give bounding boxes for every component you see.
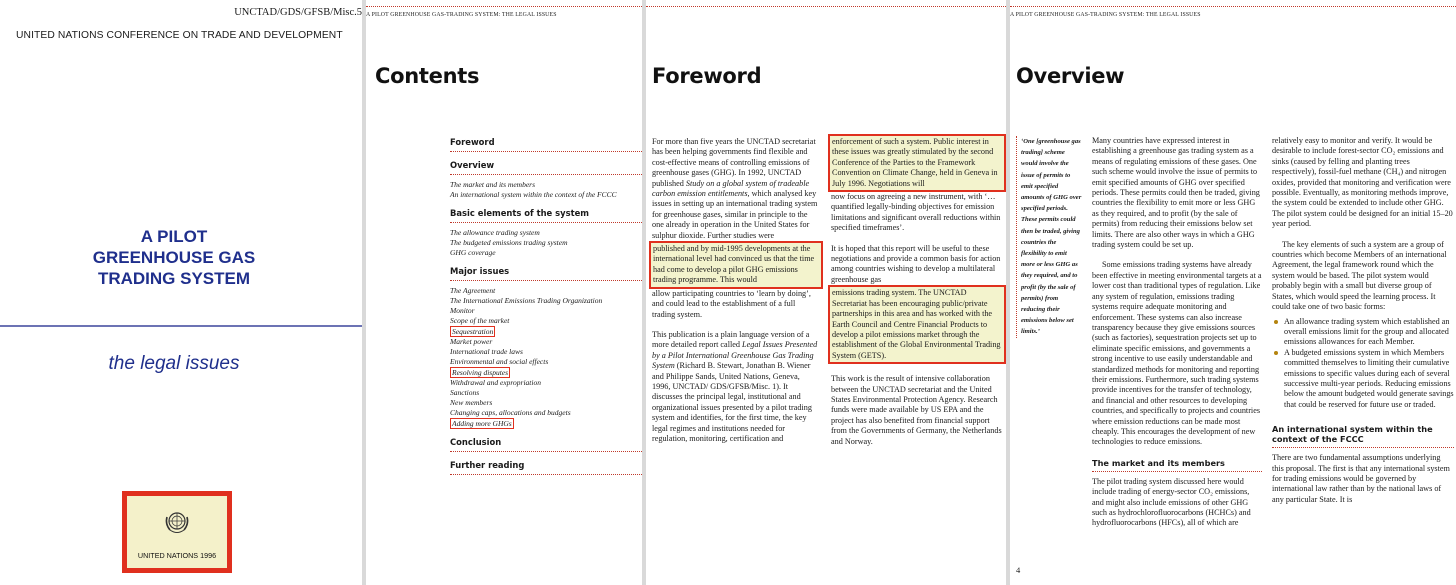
paragraph: There are two fundamental assumptions underlying this proposal. The first is that any international system for trading emissions would be governed by international law rather than by the national laws of any particular State. It is: [1272, 453, 1450, 504]
highlighted-passage: published and by mid-1995 developments at the international level had convinced us that the time had come to develop a pilot GHG emissions trading programme. This would: [649, 241, 823, 289]
toc-item[interactable]: Sanctions: [450, 388, 480, 397]
page-title: Foreword: [652, 64, 762, 88]
toc-item-label: Resolving disputes: [452, 368, 509, 377]
un-emblem-box: [122, 491, 232, 573]
toc-item[interactable]: The Agreement: [450, 286, 496, 295]
toc-item[interactable]: The budgeted emissions trading system: [450, 238, 568, 247]
bullet-item: A budgeted emissions system in which Members committed themselves to limiting their cumulative emissions to specific values during each of several successive multi-year periods. Reducing emissions below the amount budgeted would generate savings that could be reserved for future use or traded.: [1272, 348, 1454, 410]
toc-section-major-issues[interactable]: Major issues: [450, 263, 642, 281]
page-title: Contents: [375, 64, 480, 88]
toc-item[interactable]: The International Emissions Trading Organization: [450, 296, 603, 305]
toc-item[interactable]: The market and its members: [450, 180, 535, 189]
page-title: Overview: [1016, 64, 1125, 88]
toc-item-highlighted[interactable]: [450, 367, 642, 378]
paragraph: The key elements of such a system are a group of countries which become Members of an international Agreement, the legal framework round which the system would be based. The pilot system would probably begin with a small but diverse group of States, which would speed the learning process. It could take one of two basic forms:: [1272, 239, 1447, 312]
cover-subtitle: the legal issues: [108, 353, 240, 374]
cover-title-line: GREENHOUSE GAS: [92, 248, 256, 267]
toc-item[interactable]: GHG coverage: [450, 248, 496, 257]
toc-section-foreword[interactable]: Foreword: [450, 134, 642, 152]
foreword-column-2: [831, 134, 1003, 457]
contents-page: [366, 0, 642, 585]
paragraph: This publication is a plain language version of a more detailed report called Legal Issues Presented by a Pilot International Greenhouse Gas Trading System (Richard B. Stewart, Jonathan B. Wiener and Philippe Sands, United Nations, Geneva, 1996, UNCTAD/ GDS/GFSB/Misc. 1). It discusses the principal legal, institutional and organizational issues presented by a pilot trading system and identifies, for the first time, the key legal regimes and institutions needed for regulation, monitoring, certification and: [652, 329, 818, 443]
paragraph: The pilot trading system discussed here would include trading of energy-sector CO₂ emissions, and might also include emissions of other GHG such as hydrochlorofluorocarbons (HCHCs) and hydrofluorocarbons (HFCs), all of which are: [1092, 476, 1251, 528]
running-head-rule: [646, 6, 1006, 26]
toc-item[interactable]: Environmental and social effects: [450, 357, 549, 366]
toc-item[interactable]: Market power: [450, 337, 493, 346]
toc-section-basic-elements[interactable]: Basic elements of the system: [450, 205, 642, 223]
paragraph: Some emissions trading systems have already been effective in meeting environmental targets at a lower cost than traditional types of regulation. Like any system of regulation, emissions trading systems require adequate monitoring and enforcement. These systems can also increase transparency because they give emissions sources (such as factories), sequestration projects set up to eliminate specific emissions, and governments a strong incentive to use easily understandable and standardized methods for monitoring and reporting their emissions. Furthermore, such trading systems provide incentives for the transfer of technology, and financial and other resources to developing countries, and specifically to projects and countries where emission reductions can be made most cheaply. This encourages the development of new technologies to reduce emissions.: [1092, 260, 1262, 447]
toc-item[interactable]: Scope of the market: [450, 316, 510, 325]
toc-item[interactable]: An international system within the context of the FCCC: [450, 190, 617, 199]
section-subheading: The market and its members: [1092, 458, 1262, 472]
pull-quote: ‘One [greenhouse gas trading] scheme would involve the issue of permits to emit specified amounts of GHG over specified periods. These permits could then be traded, giving countries the flexibility to emit more or less GHG as they required, and to profit (by the sale of permits) from reducing their emissions below set limits.’: [1016, 136, 1082, 338]
cover-title-line: TRADING SYSTEM: [97, 269, 251, 288]
cover-divider: [0, 325, 362, 327]
overview-page: [1010, 0, 1456, 585]
running-head: A PILOT GREENHOUSE GAS-TRADING SYSTEM: THE LEGAL ISSUES: [366, 6, 642, 26]
paragraph: This work is the result of intensive collaboration between the UNCTAD secretariat and the United States Environmental Protection Agency. Research funds were made available by US EPA and the project has also benefited from financial support from the Governments of Germany, the Netherlands and Norway.: [831, 374, 1002, 446]
toc-section-further-reading[interactable]: Further reading: [450, 457, 642, 475]
bullet-item: An allowance trading system which established an overall emissions limit for the group and allocated emissions allowances for each Member.: [1272, 317, 1454, 348]
highlighted-passage: enforcement of such a system. Public interest in these issues was greatly stimulated by the second Conference of the Parties to the Framework Convention on Climate Change, held in Geneva in July 1996. Negotiations will: [828, 134, 1006, 192]
cover-page: [0, 0, 362, 585]
toc-section-overview[interactable]: Overview: [450, 157, 642, 175]
toc-item[interactable]: The allowance trading system: [450, 228, 540, 237]
un-emblem-icon: [163, 508, 191, 536]
toc-item-label: Sequestration: [452, 327, 494, 336]
cover-title-line: A PILOT: [140, 227, 208, 246]
toc-item-highlighted[interactable]: [450, 418, 642, 429]
overview-column-2: [1272, 136, 1454, 515]
section-subheading: An international system within the context of the FCCC: [1272, 424, 1454, 448]
overview-column-1: [1092, 136, 1262, 539]
foreword-page: [646, 0, 1006, 585]
page-number: 4: [1016, 565, 1021, 575]
paragraph: For more than five years the UNCTAD secretariat has been helping governments find flexible and cost-effective means of controlling emissions of greenhouse gases (GHG). In 1992, UNCTAD published Study on a global system of tradeable carbon emission entitlements, which analysed key issues in setting up an international trading system for greenhouse gases, similar in principle to the one already in operation in the United States for sulphur dioxide. Further studies were published and by mid-1995 developments at the international level had convinced us that the time had come to develop a pilot GHG emissions trading programme. This would allow participating countries to ‘learn by doing’, and could lead to the establishment of a full trading system.: [652, 137, 820, 320]
toc-item[interactable]: Changing caps, allocations and budgets: [450, 408, 571, 417]
highlighted-passage: emissions trading system. The UNCTAD Secretariat has been encouraging public/private partnerships in this area and has worked with the Earth Council and Centre Financial Products to develop a pilot emissions market through the establishment of the Global Environmental Trading System (GETS).: [828, 285, 1006, 364]
toc-item[interactable]: Withdrawal and expropriation: [450, 378, 541, 387]
toc-section-conclusion[interactable]: Conclusion: [450, 434, 642, 452]
running-head: A PILOT GREENHOUSE GAS-TRADING SYSTEM: THE LEGAL ISSUES: [1010, 6, 1456, 26]
toc-item[interactable]: International trade laws: [450, 347, 523, 356]
toc-item[interactable]: Monitor: [450, 306, 475, 315]
cover-title: [0, 226, 348, 289]
document-code: UNCTAD/GDS/GFSB/Misc.5: [234, 7, 362, 18]
paragraph: It is hoped that this report will be useful to these negotiations and provide a common basis for action among countries wishing to develop a multilateral greenhouse gas emissions trading system. The UNCTAD Secretariat has been encouraging public/private partnerships in this area and has worked with the Earth Council and Centre Financial Products to develop a pilot emissions market through the establishment of the Global Environmental Trading System (GETS).: [831, 244, 1003, 364]
paragraph: Many countries have expressed interest in establishing a greenhouse gas trading system as a means of regulating emissions of these gases. One such scheme would involve the issue of permits to emit specified amounts of GHG over specified periods. These permits could then be traded, giving countries the flexibility to emit more or less GHG as they required, and to profit (by the sale of permits) from reducing their emissions below set limits. There are also other ways in which a GHG trading system could be set up.: [1092, 136, 1260, 250]
toc-item-label: Adding more GHGs: [452, 419, 512, 428]
toc-item[interactable]: New members: [450, 398, 493, 407]
organization-name: UNITED NATIONS CONFERENCE ON TRADE AND DEVELOPMENT: [16, 30, 343, 41]
foreword-column-1: [652, 137, 820, 454]
paragraph: relatively easy to monitor and verify. It would be desirable to include forest-sector CO₂ emissions and sinks (caused by felling and planting trees respectively), fossil-fuel methane (CH₄) and nitrogen oxides, provided that monitoring and verification were possible. Eventually, as monitoring methods improve, the system could be extended to include other GHG. The pilot system could be designed for an initial 15–20 year period.: [1272, 136, 1453, 229]
table-of-contents: [450, 134, 642, 480]
publisher-label: UNITED NATIONS 1996: [137, 551, 217, 560]
paragraph: enforcement of such a system. Public interest in these issues was greatly stimulated by the second Conference of the Parties to the Framework Convention on Climate Change, held in Geneva in July 1996. Negotiations will now focus on agreeing a new instrument, with ‘… quantified legally-binding objectives for emission limitations and significant overall reductions within specified timeframes’.: [831, 134, 1003, 234]
toc-item-highlighted[interactable]: [450, 326, 642, 337]
